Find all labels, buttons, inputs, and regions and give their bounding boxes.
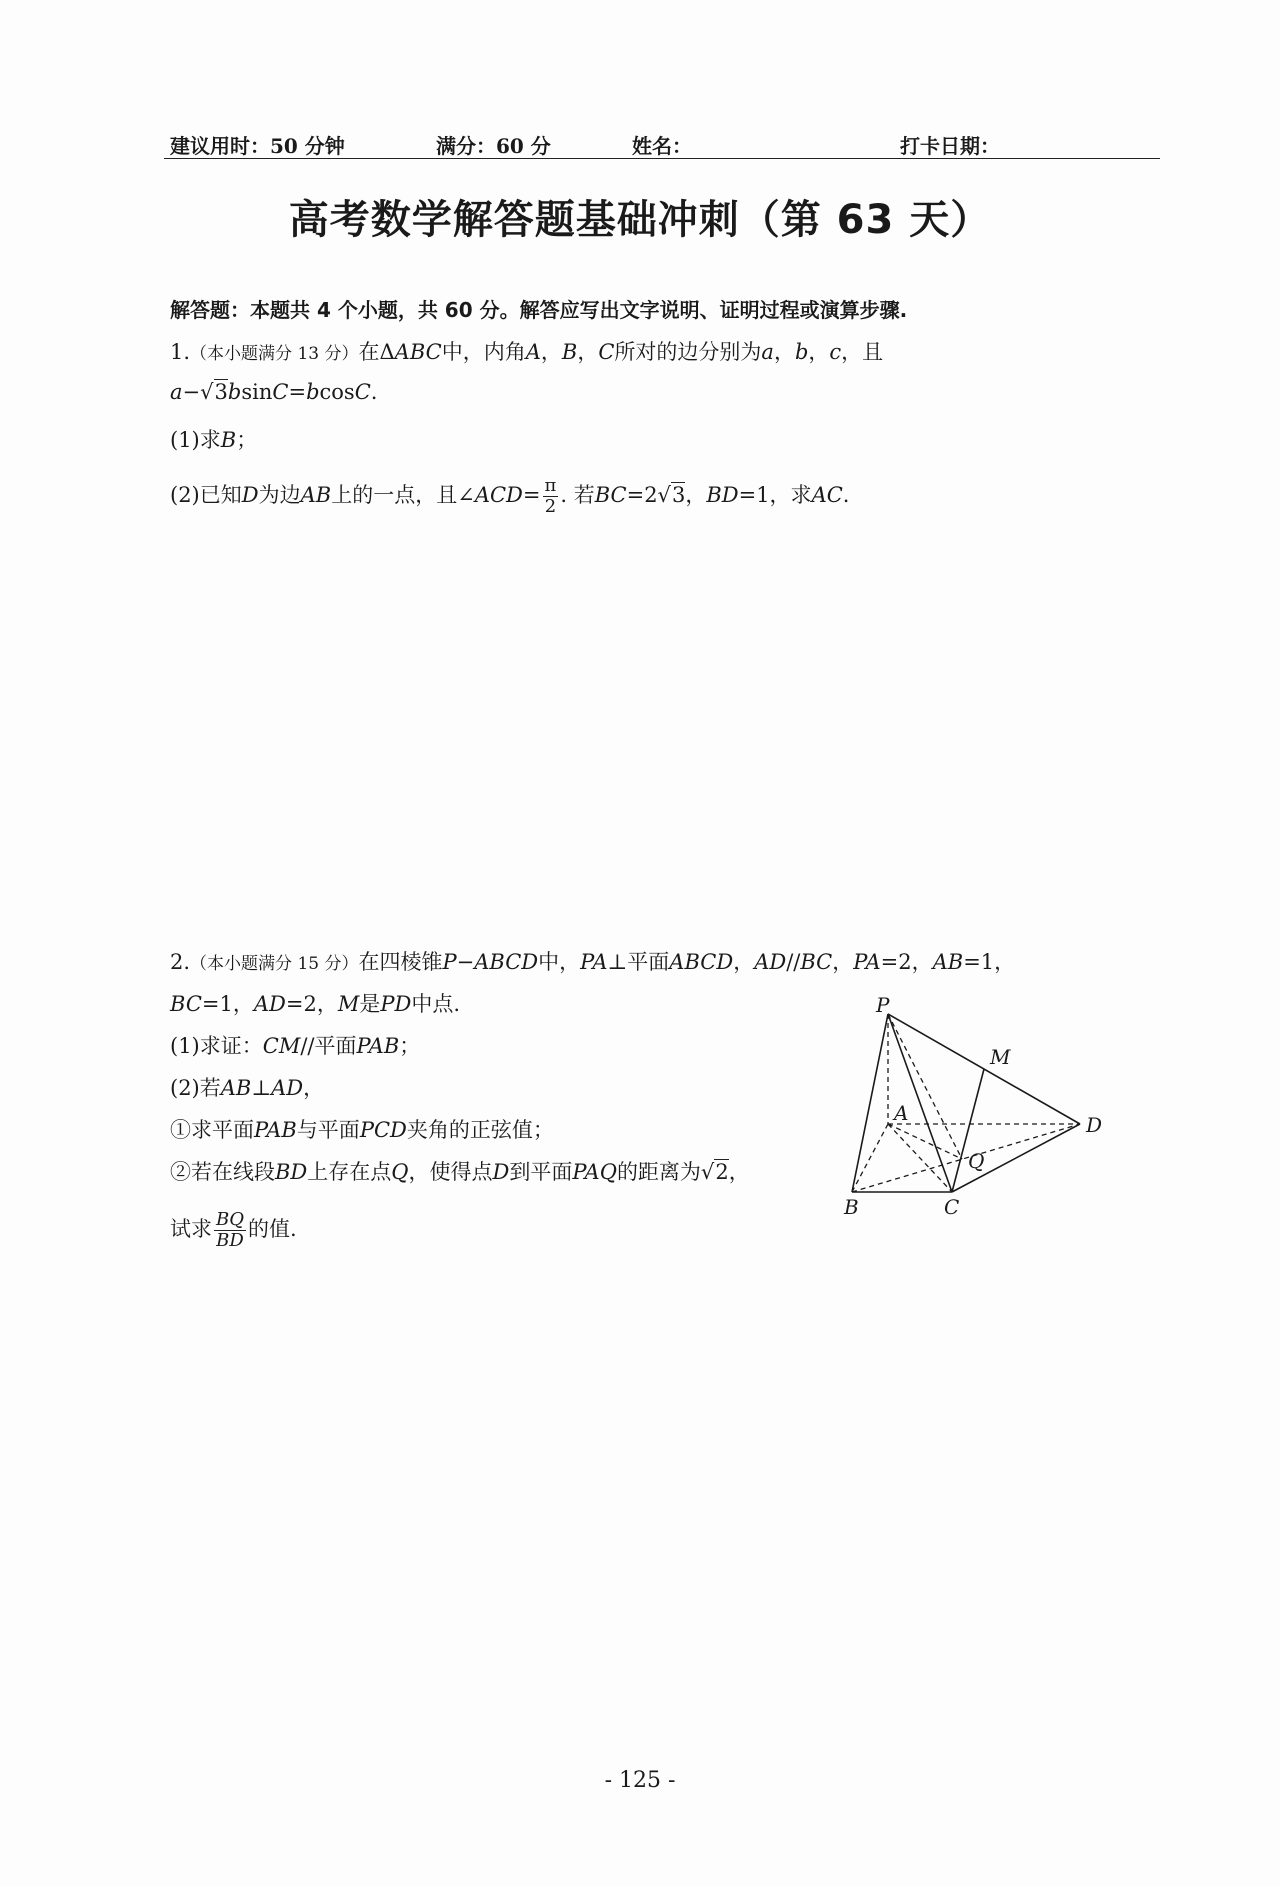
q2-part2-sub1: ①求平面PAB与平面PCD夹角的正弦值； xyxy=(170,1118,554,1142)
label-B: B xyxy=(844,1195,859,1219)
q1-stem-line2: a−√3bsinC=bcosC. xyxy=(170,380,378,404)
label-D: D xyxy=(1086,1113,1103,1137)
header-divider xyxy=(164,158,1160,159)
q2-part2: (2)若AB⊥AD， xyxy=(170,1076,325,1100)
segment-AC xyxy=(888,1124,952,1192)
name-field xyxy=(632,130,810,159)
instructions: 解答题：本题共 4 个小题，共 60 分。解答应写出文字说明、证明过程或演算步骤. xyxy=(170,298,908,322)
edge-AB xyxy=(852,1124,888,1192)
pi-over-2: $\frac{\pi}{2}$ xyxy=(544,475,557,517)
q2-part1: (1)求证：CM//平面PAB； xyxy=(170,1034,421,1058)
q1-part1: (1)求B； xyxy=(170,428,258,452)
label-P: P xyxy=(876,996,890,1017)
q1-part2: (2)已知D为边AB上的一点，且∠ACD= $\frac{\pi}{2}$ . 若BC=2√3，BD=1，求AC. xyxy=(170,475,850,517)
label-M: M xyxy=(990,1045,1011,1069)
bq-over-bd: $\frac{BQ}{BD}$ xyxy=(216,1209,244,1251)
q2-part2-sub2-cont: 试求 $\frac{BQ}{BD}$ 的值. xyxy=(170,1209,297,1251)
segment-BD xyxy=(852,1124,1080,1192)
name-label: 姓名： xyxy=(632,134,692,158)
q1-stem-line1: 1.（本小题满分 13 分）在ΔABC中，内角A，B，C所对的边分别为a，b，c，且 xyxy=(170,340,884,364)
edge-PB xyxy=(852,1014,888,1192)
q1-points: （本小题满分 13 分） xyxy=(190,344,359,364)
date-label: 打卡日期： xyxy=(900,134,1000,158)
pyramid-figure xyxy=(840,996,1120,1226)
label-C: C xyxy=(944,1195,960,1219)
date-blank xyxy=(1000,140,1118,159)
segment-CM xyxy=(952,1069,984,1192)
label-Q: Q xyxy=(968,1149,985,1173)
q2-part2-sub2: ②若在线段BD上存在点Q，使得点D到平面PAQ的距离为√2， xyxy=(170,1160,750,1184)
name-blank xyxy=(692,140,810,159)
q2-stem-line1: 2.（本小题满分 15 分）在四棱锥P−ABCD中，PA⊥平面ABCD，AD//BC，PA=2，AB=1， xyxy=(170,950,1016,974)
q2-stem-line2: BC=1，AD=2，M是PD中点. xyxy=(170,992,461,1016)
q1-number: 1. xyxy=(170,340,191,364)
q2-points: （本小题满分 15 分） xyxy=(190,954,359,974)
page-number: - 125 - xyxy=(604,1768,676,1793)
page-title: 高考数学解答题基础冲刺（第 63 天） xyxy=(288,197,992,243)
q2-number: 2. xyxy=(170,950,191,974)
label-A: A xyxy=(894,1101,909,1125)
suggested-time: 建议用时：50 分钟 xyxy=(170,134,345,158)
full-score: 满分：60 分 xyxy=(436,134,551,158)
date-field xyxy=(900,130,1118,159)
segment-AQ xyxy=(888,1124,962,1159)
